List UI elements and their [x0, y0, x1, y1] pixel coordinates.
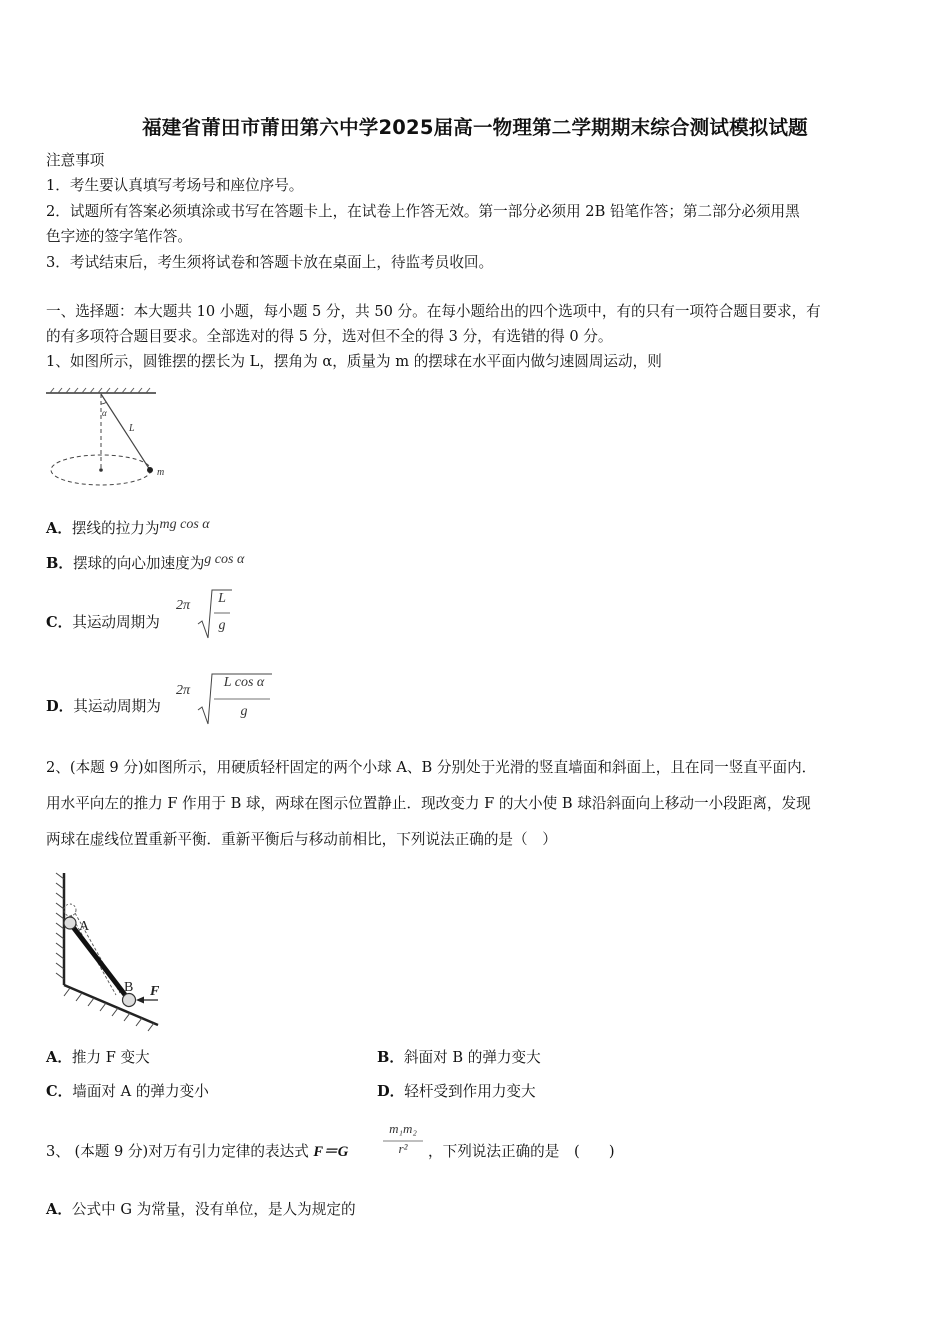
- notice-item: 3．考试结束后，考生须将试卷和答题卡放在桌面上，待监考员收回。: [46, 254, 494, 271]
- figure-label-length: L: [129, 423, 135, 434]
- q1-option-a[interactable]: [46, 516, 210, 542]
- q1-d-coefficient: 2π: [176, 683, 191, 698]
- option-label: D．: [46, 698, 74, 715]
- notice-item: 1．考生要认真填写考场号和座位序号。: [46, 177, 304, 194]
- notice-item: 2．试题所有答案必须填涂或书写在答题卡上，在试卷上作答无效。第一部分必须用 2B 铅笔作答；第二部分必须用黑: [46, 203, 800, 220]
- option-label: C．: [46, 614, 73, 631]
- q1-option-c[interactable]: [46, 610, 160, 635]
- q2-option-d[interactable]: [377, 1079, 536, 1104]
- option-text: 推力 F 变大: [71, 1049, 150, 1066]
- option-text: 摆球的向心加速度为: [72, 555, 205, 572]
- section-instructions: 一、选择题：本大题共 10 小题，每小题 5 分，共 50 分。在每小题给出的四个选项中，有的只有一项符合题目要求，有: [46, 303, 821, 320]
- q3-denominator: r²: [398, 1141, 408, 1156]
- option-label: B．: [377, 1049, 404, 1066]
- option-label: A．: [46, 520, 72, 537]
- figure-label-mass: m: [157, 467, 165, 478]
- q2-option-b[interactable]: [377, 1045, 541, 1070]
- q1-option-d[interactable]: [46, 694, 161, 719]
- q1-d-denominator: g: [240, 704, 248, 719]
- q3-option-a[interactable]: [46, 1197, 356, 1222]
- q1-c-coefficient: 2π: [176, 598, 191, 613]
- conical-pendulum-figure: [44, 388, 169, 494]
- option-label: D．: [377, 1083, 405, 1100]
- question-1-stem: 1、如图所示，圆锥摆的摆长为 L，摆角为 α，质量为 m 的摆球在水平面内做匀速圆周运动，则: [46, 353, 662, 370]
- q1-c-numerator: L: [218, 591, 226, 606]
- question-2-stem: 两球在虚线位置重新平衡．重新平衡后与移动前相比，下列说法正确的是（ ）: [46, 831, 557, 848]
- q2-option-a[interactable]: [46, 1045, 150, 1070]
- option-text: 墙面对 A 的弹力变小: [72, 1083, 209, 1100]
- question-2-stem: 用水平向左的推力 F 作用于 B 球，两球在图示位置静止．现改变力 F 的大小使 B 球沿斜面向上移动一小段距离，发现: [46, 795, 811, 812]
- option-formula: g cos α: [204, 552, 245, 567]
- q1-c-denominator: g: [218, 618, 226, 633]
- notice-heading: 注意事项: [46, 152, 105, 169]
- q3-numerator: m₁m₂: [389, 1121, 417, 1136]
- q1-option-b[interactable]: [46, 551, 244, 577]
- q3-suffix: ，下列说法正确的是 ( ): [428, 1143, 615, 1160]
- option-text: 其运动周期为: [73, 698, 161, 715]
- figure-label-f: F: [150, 984, 160, 999]
- q2-option-c[interactable]: [46, 1079, 209, 1104]
- question-2-stem: 2、(本题 9 分)如图所示，用硬质轻杆固定的两个小球 A、B 分别处于光滑的竖直墙面和斜面上，且在同一竖直平面内．: [46, 759, 817, 776]
- q3-prefix: 3、 (本题 9 分)对万有引力定律的表达式: [46, 1143, 314, 1160]
- option-text: 公式中 G 为常量，没有单位，是人为规定的: [71, 1201, 356, 1218]
- option-text: 摆线的拉力为: [71, 520, 160, 537]
- page-title: 福建省莆田市莆田第六中学2025届高一物理第二学期期末综合测试模拟试题: [142, 116, 808, 139]
- figure-label-alpha: α: [102, 408, 107, 418]
- notice-item: 色字迹的签字笔作答。: [46, 228, 192, 245]
- option-text: 其运动周期为: [72, 614, 160, 631]
- option-text: 斜面对 B 的弹力变大: [403, 1049, 541, 1066]
- wall-incline-figure: [46, 873, 161, 1031]
- option-label: B．: [46, 555, 73, 572]
- option-text: 轻杆受到作用力变大: [404, 1083, 536, 1100]
- option-label: A．: [46, 1049, 72, 1066]
- option-formula: mg cos α: [159, 517, 210, 532]
- question-3-stem: [46, 1139, 348, 1165]
- q1-d-numerator: L cos α: [223, 675, 265, 690]
- option-label: C．: [46, 1083, 73, 1100]
- figure-label-b: B: [124, 980, 134, 995]
- figure-label-a: A: [79, 919, 90, 934]
- q3-formula-lhs: F＝G: [313, 1144, 349, 1160]
- section-instructions: 的有多项符合题目要求。全部选对的得 5 分，选对但不全的得 3 分，有选错的得 0 分。: [46, 328, 613, 345]
- option-label: A．: [46, 1201, 72, 1218]
